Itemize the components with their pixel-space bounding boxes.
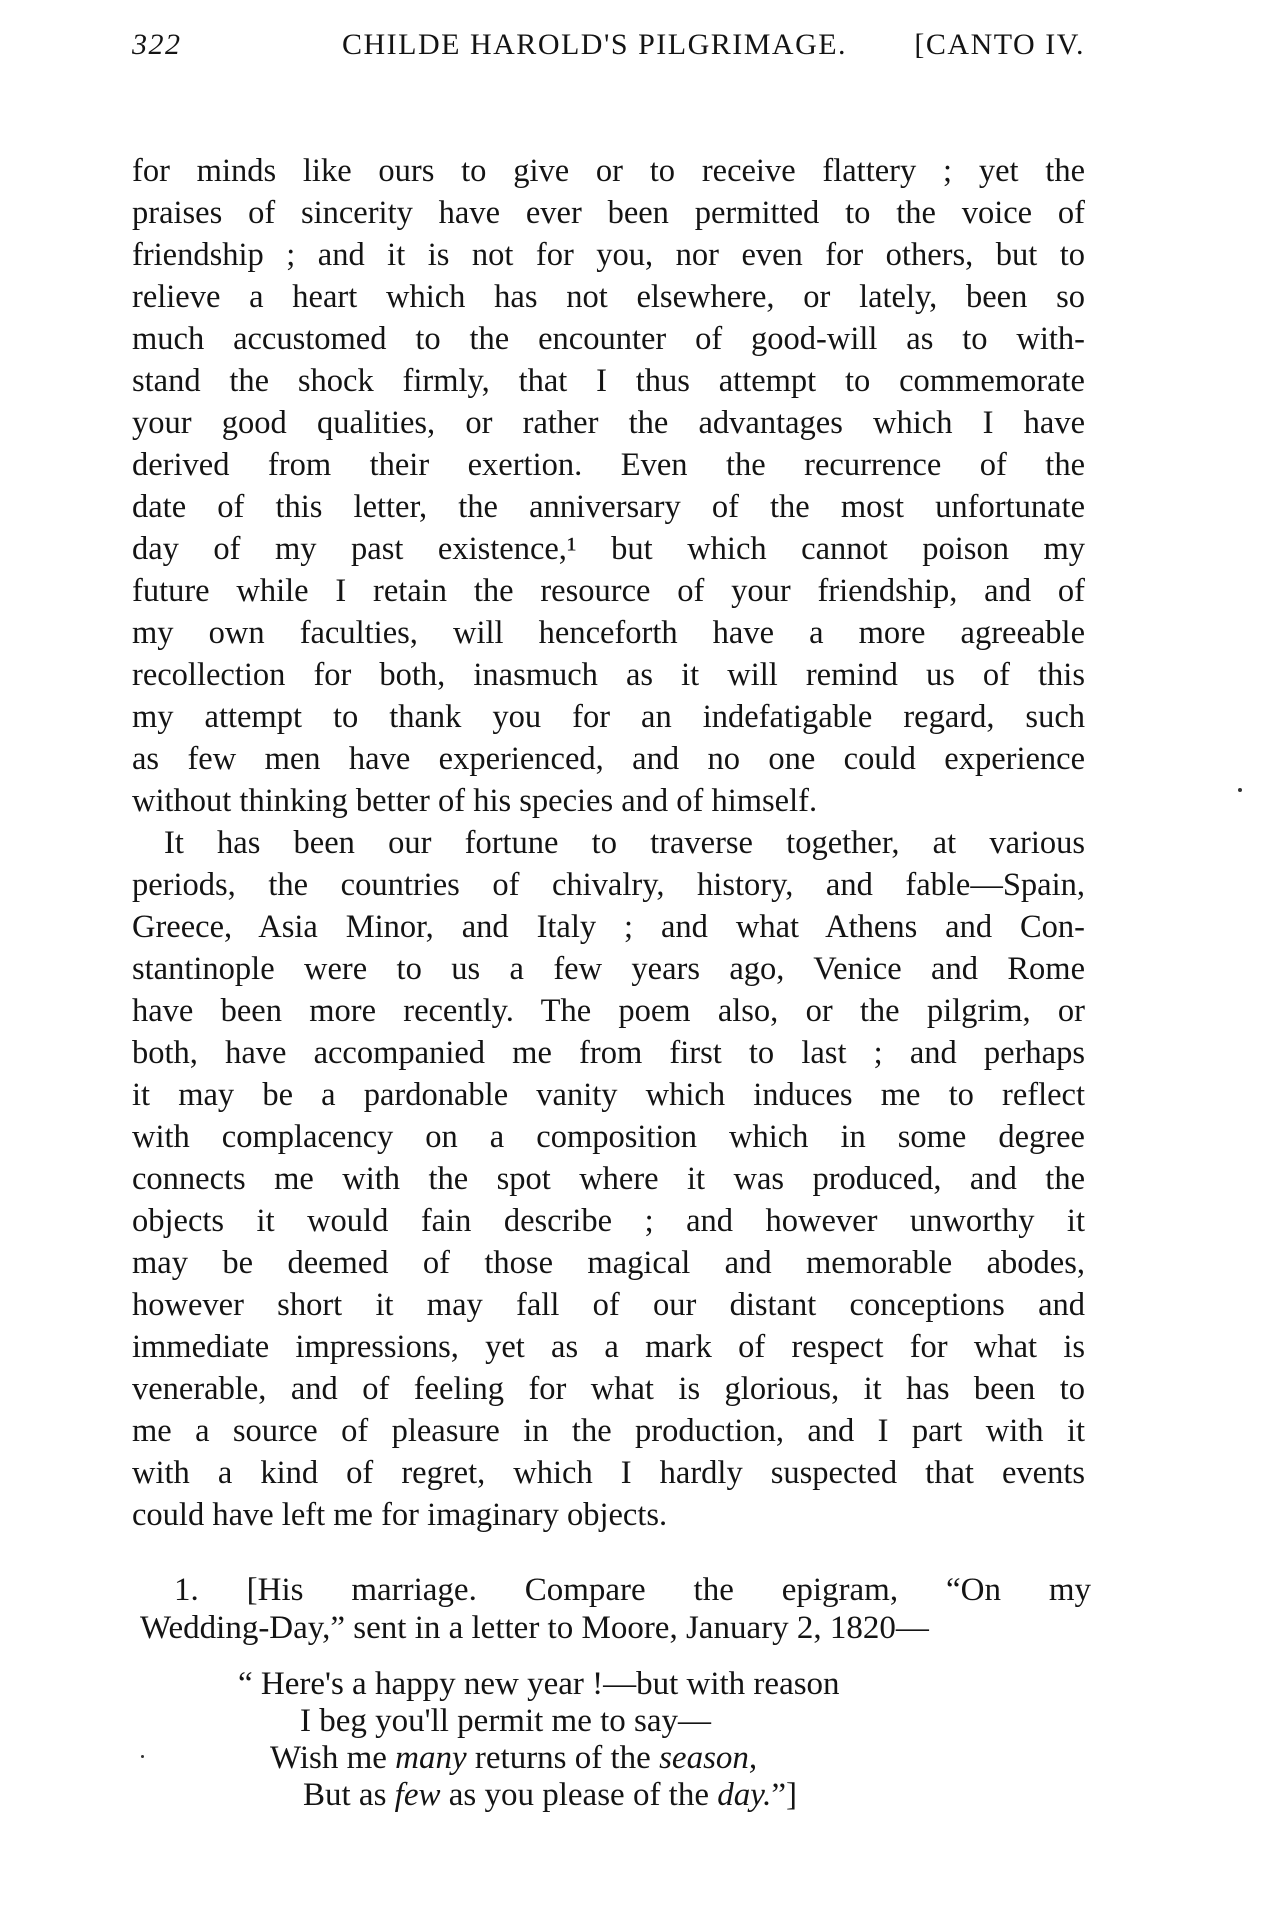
poem-text: ”]: [771, 1777, 797, 1813]
text-line: periods, the countries of chivalry, history, and fable—Spain,: [132, 867, 1085, 903]
text-line: praises of sincerity have ever been permitted to the voice of: [132, 195, 1085, 231]
poem-text: returns of the: [466, 1740, 660, 1776]
text-line: connects me with the spot where it was produced, and the: [132, 1161, 1085, 1197]
poem-line: [270, 1740, 757, 1777]
text-line: It has been our fortune to traverse together, at various: [164, 825, 1085, 861]
text-line: it may be a pardonable vanity which induces me to reflect: [132, 1077, 1085, 1113]
text-line: stand the shock firmly, that I thus attempt to commemorate: [132, 363, 1085, 399]
text-line: with a kind of regret, which I hardly suspected that events: [132, 1455, 1085, 1491]
poem-line: [303, 1777, 797, 1814]
text-line: immediate impressions, yet as a mark of respect for what is: [132, 1329, 1085, 1365]
text-line: friendship ; and it is not for you, nor even for others, but to: [132, 237, 1085, 273]
poem-italic: many: [395, 1740, 467, 1776]
scan-speck: [141, 1755, 144, 1758]
poem-italic: few: [394, 1777, 441, 1813]
text-line: with complacency on a composition which in some degree: [132, 1119, 1085, 1155]
footnote-line: 1. [His marriage. Compare the epigram, “On my: [174, 1572, 1091, 1608]
poem-line: “ Here's a happy new year !—but with reason: [238, 1666, 840, 1702]
text-line: day of my past existence,¹ but which cannot poison my: [132, 531, 1085, 567]
main-text: [132, 150, 1085, 1536]
text-line: may be deemed of those magical and memorable abodes,: [132, 1245, 1085, 1281]
text-line: derived from their exertion. Even the recurrence of the: [132, 447, 1085, 483]
poem-text: But as: [303, 1777, 395, 1813]
text-line: could have left me for imaginary objects.: [132, 1497, 668, 1533]
footnote-line: Wedding-Day,” sent in a letter to Moore, January 2, 1820—: [140, 1610, 929, 1646]
text-line: stantinople were to us a few years ago, Venice and Rome: [132, 951, 1085, 987]
text-line: both, have accompanied me from first to last ; and perhaps: [132, 1035, 1085, 1071]
text-line: your good qualities, or rather the advantages which I have: [132, 405, 1085, 441]
text-line: my own faculties, will henceforth have a more agreeable: [132, 615, 1085, 651]
text-line: me a source of pleasure in the production, and I part with it: [132, 1413, 1085, 1449]
poem-italic: season,: [659, 1740, 758, 1776]
poem-text: Wish me: [270, 1740, 396, 1776]
text-line: venerable, and of feeling for what is glorious, it has been to: [132, 1371, 1085, 1407]
text-line: Greece, Asia Minor, and Italy ; and what Athens and Con-: [132, 909, 1085, 945]
poem-italic: day.: [717, 1777, 772, 1813]
text-line: relieve a heart which has not elsewhere, or lately, been so: [132, 279, 1085, 315]
text-line: date of this letter, the anniversary of the most unfortunate: [132, 489, 1085, 525]
page-number: 322: [132, 28, 182, 61]
scan-speck: [1238, 788, 1242, 792]
text-line: however short it may fall of our distant conceptions and: [132, 1287, 1085, 1323]
running-header: [132, 28, 1085, 72]
text-line: future while I retain the resource of your friendship, and of: [132, 573, 1085, 609]
text-line: objects it would fain describe ; and however unworthy it: [132, 1203, 1085, 1239]
text-line: have been more recently. The poem also, or the pilgrim, or: [132, 993, 1085, 1029]
text-line: without thinking better of his species and of himself.: [132, 783, 818, 819]
poem-line: I beg you'll permit me to say—: [300, 1703, 712, 1739]
text-line: recollection for both, inasmuch as it will remind us of this: [132, 657, 1085, 693]
canto-label: [CANTO IV.: [914, 28, 1085, 61]
poem-text: as you please of the: [440, 1777, 718, 1813]
running-title: CHILDE HAROLD'S PILGRIMAGE.: [342, 28, 848, 61]
text-line: much accustomed to the encounter of good-will as to with-: [132, 321, 1085, 357]
footnote: [140, 1571, 1091, 1647]
text-line: my attempt to thank you for an indefatigable regard, such: [132, 699, 1085, 735]
text-line: for minds like ours to give or to receive flattery ; yet the: [132, 153, 1085, 189]
text-line: as few men have experienced, and no one could experience: [132, 741, 1085, 777]
